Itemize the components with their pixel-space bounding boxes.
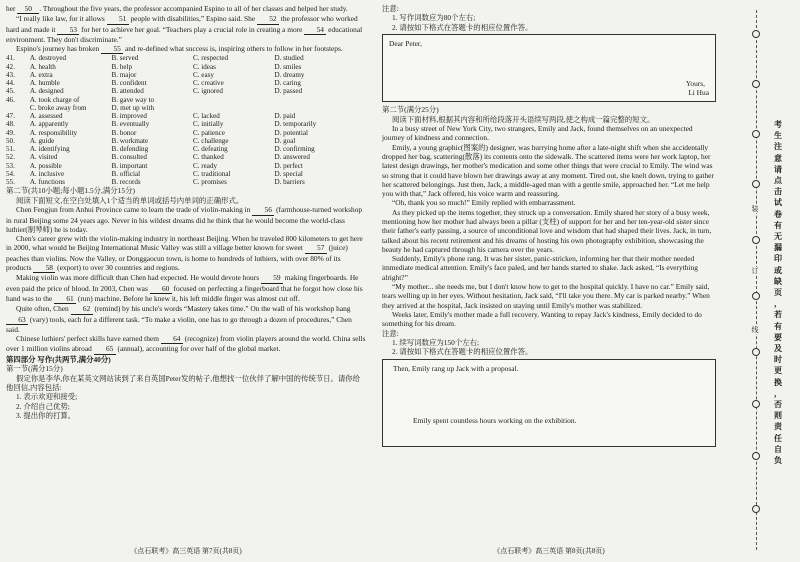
option-choice[interactable]: C. easy bbox=[193, 70, 214, 79]
option-choice[interactable]: A. responsibility bbox=[29, 128, 78, 137]
binding-hole bbox=[752, 236, 760, 244]
option-choice[interactable]: B. defending bbox=[111, 145, 149, 154]
grammar-paragraph-3: Making violin was more difficult than Chen had expected. He would devote hours 59 making fingerboards. He even paid the price of blood. In 2003, Chen was 60 focused on perfecting a fingerboard that he forgot how close his hand was to the 61 (run) machine. Before he knew it, his left middle finger was almost cut off. bbox=[6, 273, 363, 303]
margin-notice-char: 否 bbox=[774, 400, 782, 409]
margin-notice-char: 点 bbox=[774, 176, 782, 185]
option-choice[interactable]: A. functions bbox=[29, 178, 65, 187]
option-number bbox=[6, 104, 30, 112]
binding-hole bbox=[752, 400, 760, 408]
margin-notice-char: 及 bbox=[774, 344, 782, 353]
option-choice[interactable]: A. possible bbox=[29, 161, 62, 170]
option-choice[interactable]: C. thanked bbox=[193, 153, 224, 162]
option-choice[interactable]: B. gave way to bbox=[111, 95, 155, 104]
option-choice[interactable]: A. humble bbox=[29, 79, 60, 88]
margin-notice-char: 考 bbox=[774, 120, 782, 129]
continuation-answer-box[interactable] bbox=[382, 359, 716, 447]
binding-hole bbox=[752, 292, 760, 300]
margin-notice-char: 时 bbox=[774, 355, 782, 365]
option-choice[interactable]: A. took charge of bbox=[29, 95, 80, 104]
option-row bbox=[6, 96, 356, 104]
option-number: 50. bbox=[6, 136, 15, 145]
option-number: 55. bbox=[6, 178, 15, 187]
section2-title: 第二节(共10小题;每小题1.5分,满分15分) bbox=[6, 186, 135, 196]
option-choice[interactable]: C. initially bbox=[193, 120, 224, 129]
blank-58[interactable]: 58 bbox=[33, 263, 55, 273]
binding-hole bbox=[752, 452, 760, 460]
option-choice[interactable]: B. workmate bbox=[111, 136, 149, 145]
option-choice[interactable]: A. destroyed bbox=[29, 54, 67, 63]
option-choice[interactable]: B. records bbox=[111, 178, 141, 187]
binding-hole bbox=[752, 30, 760, 38]
letter-greeting: Dear Peter, bbox=[389, 39, 422, 49]
binding-side-label: 装 bbox=[748, 205, 762, 213]
option-number: 46. bbox=[6, 95, 15, 104]
option-row bbox=[6, 162, 356, 170]
blank-51[interactable]: 51 bbox=[107, 14, 129, 24]
blank-65[interactable]: 65 bbox=[94, 344, 116, 354]
page-footer-left: 《点石联考》高三英语 第7页(共8页) bbox=[130, 547, 242, 555]
blank-52[interactable]: 52 bbox=[257, 14, 279, 24]
binding-hole bbox=[752, 180, 760, 188]
note-item: 2. 请按如下格式在答题卡的相应位置作答。 bbox=[392, 347, 533, 357]
option-number: 42. bbox=[6, 62, 15, 71]
section2-instruction: 阅读下面短文,在空白处填入1个适当的单词或括号内单词的正确形式。 bbox=[16, 195, 244, 205]
margin-notice-char: 无 bbox=[774, 232, 782, 241]
blank-62[interactable]: 62 bbox=[71, 304, 93, 314]
part4-section1-title: 第一节(满分15分) bbox=[6, 364, 63, 374]
option-row bbox=[6, 120, 356, 128]
option-choice[interactable]: D. temporarily bbox=[274, 120, 317, 129]
option-row bbox=[6, 170, 356, 178]
margin-notice-char: 注 bbox=[774, 142, 782, 152]
story-paragraph: Suddenly, Emily's phone rang. It was her sister, panic-stricken, informing her that their mother needed immediate medical attention. Emily's face paled, and her hands started to shake. Jack asked, “Is everything alright?” bbox=[382, 254, 698, 282]
option-choice[interactable]: D. smiles bbox=[274, 62, 302, 71]
option-choice[interactable]: B. confident bbox=[111, 79, 147, 88]
section2-instruction: 阅读下面材料,根据其内容和所给段落开头语续写两段,使之构成一篇完整的短文。 bbox=[392, 114, 655, 124]
right-page bbox=[378, 0, 720, 562]
option-number: 41. bbox=[6, 54, 15, 63]
option-choice[interactable]: C. patience bbox=[193, 128, 225, 137]
blank-56[interactable]: 56 bbox=[252, 205, 274, 215]
option-row bbox=[6, 129, 356, 137]
option-choice[interactable]: A. assessed bbox=[29, 112, 63, 121]
option-choice[interactable] bbox=[274, 104, 356, 112]
margin-notice-char: 或 bbox=[774, 265, 782, 275]
margin-notice-char: 印 bbox=[774, 254, 782, 264]
option-row bbox=[6, 71, 356, 79]
binding-margin bbox=[726, 0, 800, 562]
note-label: 注意: bbox=[382, 4, 399, 13]
note-item: 1. 写作词数应为80个左右; bbox=[392, 13, 476, 23]
option-choice[interactable]: B. honor bbox=[111, 128, 137, 137]
paragraph-start-1: Then, Emily rang up Jack with a proposal. bbox=[393, 363, 519, 373]
option-number: 43. bbox=[6, 70, 15, 79]
margin-notice-char: 击 bbox=[774, 187, 782, 197]
option-choice[interactable]: A. apparently bbox=[29, 120, 69, 129]
option-row bbox=[6, 137, 356, 145]
option-choice[interactable]: C. creative bbox=[193, 79, 224, 88]
option-choice[interactable]: C. lacked bbox=[193, 112, 220, 121]
option-row bbox=[6, 79, 356, 87]
binding-hole bbox=[752, 80, 760, 88]
margin-notice-char: 则 bbox=[774, 411, 782, 421]
writing-point: 3. 提出你的打算。 bbox=[16, 411, 76, 421]
margin-notice-char: 负 bbox=[774, 456, 782, 465]
option-choice[interactable]: C. respected bbox=[193, 54, 229, 63]
option-number: 53. bbox=[6, 161, 15, 170]
cloze-paragraph-51-54: “I really like law, for it allows 51 people with disabilities,” Espino said. She 52 the professor who worked hard and made it 53 for her to achieve her goal. “Teachers play a crucial role in creating a more 54 educational environment. They don't discriminate.” bbox=[6, 14, 363, 44]
margin-notice-char: 意 bbox=[774, 153, 782, 163]
option-choice[interactable]: B. important bbox=[111, 161, 148, 170]
option-choice[interactable]: D. dreamy bbox=[274, 70, 305, 79]
option-choice[interactable]: A. inclusive bbox=[29, 169, 65, 178]
option-choice[interactable]: D. goal bbox=[274, 136, 296, 145]
blank-54[interactable]: 54 bbox=[304, 25, 326, 35]
grammar-paragraph-5: Chinese luthiers' perfect skills have earned them 64 (recognize) from violin players around the world. China sells over 1 million violins abroad 65 (annual), accounting for over half of the global market. bbox=[6, 334, 366, 354]
option-row bbox=[6, 87, 356, 95]
margin-notice-char: 试 bbox=[774, 198, 782, 208]
option-choice[interactable]: B. attended bbox=[111, 87, 144, 96]
margin-notice-char: 有 bbox=[774, 321, 782, 331]
option-choice[interactable]: D. caring bbox=[274, 79, 301, 88]
option-choice[interactable] bbox=[274, 96, 356, 104]
margin-notice-char: 更 bbox=[774, 366, 782, 376]
binding-side-label: 订 bbox=[748, 267, 762, 275]
margin-notice-char: 责 bbox=[774, 422, 782, 432]
option-choice[interactable]: A. guide bbox=[29, 136, 55, 145]
note-label: 注意: bbox=[382, 328, 399, 338]
grammar-paragraph-2: Chen's career grew with the violin-making industry in northeast Beijing. When he traveled 800 kilometers to get here in 2000, what would be Beijing International Music Valley was still a village better known for sweet 57 (juice) peaches than violins. Now the Valley, or Donggaocun town, is home to hundreds of luthiers, with over 80% of its products 58 (export) to over 30 countries and regions. bbox=[6, 234, 363, 273]
option-choice[interactable]: D. studied bbox=[274, 54, 304, 63]
option-number: 47. bbox=[6, 112, 15, 121]
cloze-paragraph-55: Espino's journey has broken 55 and re-defined what success is, inspiring others to follow in her footsteps. bbox=[16, 44, 343, 54]
option-choice[interactable]: C. defeating bbox=[193, 145, 228, 154]
story-paragraph: “My mother... she needs me, but I don't know how to get to the hospital quickly. I have no car.” Emily said, tears welling up in her eyes. Without hesitation, Jack said, “I'll take you there. My car is parked nearby.” When they arrived at the hospital, Jack insisted on staying until Emily's mother was stabilized. bbox=[382, 282, 710, 310]
option-row bbox=[6, 54, 356, 62]
margin-notice-char: ， bbox=[774, 388, 782, 398]
option-choice[interactable]: A. designed bbox=[29, 87, 64, 96]
option-number: 45. bbox=[6, 87, 15, 96]
option-choice[interactable]: B. served bbox=[111, 54, 139, 63]
option-choice[interactable]: A. identifying bbox=[29, 145, 70, 154]
option-choice[interactable]: D. passed bbox=[274, 87, 303, 96]
binding-hole bbox=[752, 348, 760, 356]
option-choice[interactable]: B. improved bbox=[111, 112, 147, 121]
option-number: 51. bbox=[6, 145, 15, 154]
margin-notice-char: 若 bbox=[774, 310, 782, 320]
margin-notice-char: 缺 bbox=[774, 276, 782, 286]
option-choice[interactable]: A. extra bbox=[29, 70, 53, 79]
option-choice[interactable]: C. promises bbox=[193, 178, 227, 187]
letter-signature: Li Hua bbox=[688, 88, 709, 98]
blank-50[interactable]: 50 bbox=[17, 4, 39, 14]
story-paragraph: Weeks later, Emily's mother made a full recovery. Wanting to repay Jack's kindness, Emily decided to do something for his dream. bbox=[382, 309, 702, 329]
option-choice[interactable]: B. major bbox=[111, 70, 137, 79]
paragraph-start-2: Emily spent countless hours working on the exhibition. bbox=[413, 415, 577, 425]
option-choice[interactable]: D. perfect bbox=[274, 161, 303, 170]
option-choice[interactable]: D. paid bbox=[274, 112, 296, 121]
option-number: 52. bbox=[6, 153, 15, 162]
option-choice[interactable]: D. confirming bbox=[274, 145, 315, 154]
margin-notice-char: 漏 bbox=[774, 243, 782, 253]
story-paragraph: Emily, a young graphic(图案的) designer, was hurrying home after a late-night shift when she accidentally dropped her bag, scattering(散落) its contents onto the sidewalk. The scattered items were her work laptop, her latest design drawings, her mother's medication and some other things that were crucial to Emily. The wind was so strong that it could have blown her drawings away at any moment. Tired out, she knelt down, trying to gather her scattered belongings. Just then, Jack, a middle-aged man with a gentle smile, approached her. “Let me help you with that,” Jack offered, his voice warm and reassuring. bbox=[382, 142, 714, 199]
blank-61[interactable]: 61 bbox=[54, 294, 76, 304]
page-footer-right: 《点石联考》高三英语 第8页(共8页) bbox=[493, 547, 605, 555]
option-choice[interactable]: C. broke away from bbox=[29, 103, 87, 112]
blank-60[interactable]: 60 bbox=[150, 284, 172, 294]
option-number: 44. bbox=[6, 79, 15, 88]
section2-title: 第二节(满分25分) bbox=[382, 105, 439, 115]
option-number: 49. bbox=[6, 128, 15, 137]
option-choice[interactable]: C. ready bbox=[193, 161, 218, 170]
option-choice[interactable]: B. official bbox=[111, 169, 141, 178]
option-row bbox=[6, 104, 356, 112]
story-paragraph: “Oh, thank you so much!” Emily replied with embarrassment. bbox=[392, 198, 576, 208]
letter-closing: Yours, bbox=[685, 79, 705, 89]
option-choice[interactable]: D. barriers bbox=[274, 178, 305, 187]
option-choice[interactable]: B. consulted bbox=[111, 153, 147, 162]
margin-notice-char: 请 bbox=[774, 164, 782, 174]
margin-notice-char: 自 bbox=[774, 444, 782, 454]
margin-notice-char: 要 bbox=[774, 332, 782, 342]
option-choice[interactable]: A. visited bbox=[29, 153, 58, 162]
binding-dashed-line bbox=[756, 10, 757, 550]
option-choice[interactable]: A. health bbox=[29, 62, 56, 71]
option-choice[interactable]: C. challenge bbox=[193, 136, 229, 145]
option-choice[interactable]: D. answered bbox=[274, 153, 310, 162]
writing-point: 2. 介绍自己优势; bbox=[16, 401, 70, 411]
option-choice[interactable]: B. help bbox=[111, 62, 132, 71]
option-choice[interactable]: D. met up with bbox=[111, 103, 155, 112]
left-page bbox=[0, 0, 372, 562]
note-item: 2. 请按如下格式在答题卡的相应位置作答。 bbox=[392, 22, 533, 32]
binding-hole bbox=[752, 505, 760, 513]
option-row bbox=[6, 145, 356, 153]
blank-57[interactable]: 57 bbox=[305, 243, 327, 253]
margin-notice-char: 换 bbox=[774, 377, 782, 387]
part4-title: 第四部分 写作(共两节,满分40分) bbox=[6, 354, 111, 364]
option-choice[interactable]: B. eventually bbox=[111, 120, 150, 129]
option-row bbox=[6, 63, 356, 71]
blank-64[interactable]: 64 bbox=[161, 334, 183, 344]
option-row bbox=[6, 153, 356, 161]
margin-notice-char: 生 bbox=[774, 131, 782, 141]
blank-59[interactable]: 59 bbox=[261, 273, 283, 283]
binding-side-label: 线 bbox=[748, 326, 762, 334]
story-paragraph: As they picked up the items together, they struck up a conversation. Emily shared her story of a busy week, mentioning how her mother had always been a pillar (支柱) of support for her and her ten-year-old sister since their father's early passing, a source of unconditional love and wisdom that had shaped their lives. Jack, in turn, talked about his recent retirement and his dreams of hosting his own photography exhibition, showcasing the beauty he had captured through his camera over the years. bbox=[382, 207, 712, 254]
grammar-paragraph-1: Chen Fengjun from Anhui Province came to learn the trade of violin-making in 56 (farmhouse-turned workshop in rural Beijing some 24 years ago. Never in his wildest dreams did he think that he would become the world-class luthier(制琴师) he is today. bbox=[6, 205, 363, 234]
option-number: 54. bbox=[6, 169, 15, 178]
cloze-options-table bbox=[6, 54, 356, 186]
option-choice[interactable]: C. traditional bbox=[193, 169, 231, 178]
option-choice[interactable] bbox=[193, 96, 274, 104]
story-paragraph: In a busy street of New York City, two strangers, Emily and Jack, found themselves on an unexpected journey of kindness and connection. bbox=[382, 124, 693, 143]
binding-hole bbox=[752, 130, 760, 138]
margin-notice-char: 页 bbox=[774, 288, 782, 297]
blank-53[interactable]: 53 bbox=[57, 25, 79, 35]
option-row bbox=[6, 178, 356, 186]
grammar-paragraph-4: Quite often, Chen 62 (remind) by his uncle's words “Mastery takes time.” On the wall of his workshop hang 63 (vary) tools, each for a different task. “To make a violin, one has to go through a dozen of procedures,” Chen said. bbox=[6, 304, 352, 334]
writing-point: 1. 表示欢迎和接受; bbox=[16, 392, 78, 402]
option-choice[interactable]: C. ignored bbox=[193, 87, 223, 96]
margin-notice-char: ， bbox=[774, 299, 782, 309]
margin-notice-char: 卷 bbox=[774, 209, 782, 219]
option-row bbox=[6, 112, 356, 120]
blank-63[interactable]: 63 bbox=[6, 315, 28, 325]
writing-task-intro: 假定你是李华,你在某英文网站读到了来自英国Peter发的帖子,他想找一位伙伴了解中国的传统节日。请你给他回信,内容包括: bbox=[6, 373, 361, 392]
letter-answer-box[interactable] bbox=[382, 34, 716, 102]
option-choice[interactable]: D. special bbox=[274, 169, 303, 178]
margin-notice-char: 有 bbox=[774, 220, 782, 230]
option-choice[interactable]: C. ideas bbox=[193, 62, 216, 71]
margin-notice-char: 任 bbox=[774, 433, 782, 443]
blank-55[interactable]: 55 bbox=[101, 44, 123, 54]
cloze-paragraph-50: her 50 . Throughout the five years, the professor accompanied Espino to all of her classes and helped her study. bbox=[6, 4, 348, 13]
note-item: 1. 续写词数应为150个左右; bbox=[392, 337, 480, 347]
option-choice[interactable] bbox=[193, 104, 274, 112]
option-number: 48. bbox=[6, 120, 15, 129]
option-choice[interactable]: D. potential bbox=[274, 128, 308, 137]
